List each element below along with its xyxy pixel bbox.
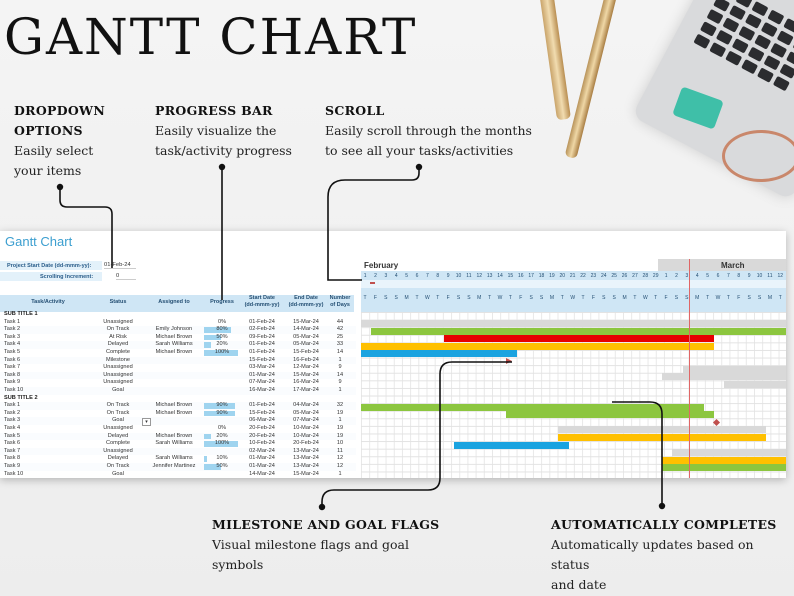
weekday-letter: S bbox=[539, 295, 544, 301]
days-cell: 12 bbox=[336, 455, 344, 462]
days-cell: 42 bbox=[336, 326, 344, 333]
task-cell: Task 6 bbox=[4, 356, 21, 363]
status-cell[interactable]: On Track bbox=[106, 326, 130, 333]
end-date-cell: 14-Mar-24 bbox=[293, 326, 319, 333]
col-header-task: Task/Activity bbox=[31, 299, 65, 305]
assigned-cell: Sarah Williams bbox=[155, 341, 193, 348]
days-cell: 14 bbox=[336, 349, 344, 355]
day-number: 19 bbox=[549, 272, 555, 279]
start-date-cell: 01-Mar-24 bbox=[249, 371, 275, 378]
caption-heading: DROPDOWN bbox=[14, 103, 106, 118]
status-cell[interactable]: Goal bbox=[112, 387, 124, 393]
weekday-letter: S bbox=[747, 295, 751, 301]
caption-text: to see all your tasks/activities bbox=[325, 143, 514, 158]
start-date-cell: 20-Feb-24 bbox=[249, 425, 275, 431]
start-date-cell: 01-Feb-24 bbox=[249, 341, 275, 348]
assigned-cell: Sarah Williams bbox=[155, 455, 193, 462]
col-header-end: End Date bbox=[294, 295, 318, 301]
day-number: 28 bbox=[642, 272, 649, 279]
assigned-cell: Emily Johnson bbox=[155, 326, 193, 333]
progress-cell: 90% bbox=[216, 402, 228, 409]
days-cell: 1 bbox=[338, 387, 342, 393]
weekday-letter: S bbox=[529, 295, 533, 301]
caption-text: Visual milestone flags and goal bbox=[212, 537, 409, 552]
col-header-days: Number bbox=[329, 295, 351, 301]
start-date-cell: 10-Feb-24 bbox=[249, 440, 275, 447]
days-cell: 14 bbox=[336, 371, 344, 378]
day-number: 6 bbox=[716, 272, 720, 279]
weekday-letter: M bbox=[695, 295, 700, 301]
status-cell[interactable]: At Risk bbox=[109, 333, 127, 340]
weekday-letter: T bbox=[778, 295, 782, 301]
col-header-start-format: (dd-mmm-yy) bbox=[244, 302, 280, 308]
status-cell[interactable]: Goal bbox=[112, 470, 124, 477]
day-number: 24 bbox=[601, 272, 607, 279]
weekday-letter: F bbox=[373, 295, 377, 301]
weekday-letter: T bbox=[488, 295, 492, 301]
start-date-cell: 01-Feb-24 bbox=[249, 318, 275, 325]
day-number: 3 bbox=[384, 272, 388, 279]
status-cell[interactable]: Unassigned bbox=[103, 447, 133, 454]
day-number: 9 bbox=[747, 272, 751, 279]
progress-cell: 90% bbox=[216, 409, 228, 416]
days-cell: 32 bbox=[336, 402, 344, 409]
day-number: 21 bbox=[569, 272, 576, 279]
day-number: 1 bbox=[363, 272, 367, 279]
weekday-letter: W bbox=[570, 295, 576, 301]
end-date-cell: 15-Mar-24 bbox=[293, 371, 319, 378]
end-date-cell: 04-Mar-24 bbox=[293, 402, 319, 409]
day-number: 27 bbox=[632, 272, 638, 279]
weekday-letter: F bbox=[519, 295, 523, 301]
caption-text: and date bbox=[551, 577, 607, 592]
weekday-letter: M bbox=[404, 295, 409, 301]
day-number: 20 bbox=[559, 272, 566, 279]
days-cell: 25 bbox=[336, 333, 344, 340]
days-cell: 44 bbox=[336, 318, 344, 325]
status-cell[interactable]: Unassigned bbox=[103, 364, 133, 371]
task-cell: Task 2 bbox=[4, 326, 21, 333]
status-cell[interactable]: Unassigned bbox=[103, 318, 133, 325]
weekday-letter: T bbox=[654, 295, 658, 301]
status-cell[interactable]: On Track bbox=[106, 463, 130, 469]
assigned-cell: Michael Brown bbox=[155, 409, 193, 416]
start-date-input[interactable]: 01-Feb-24 bbox=[104, 262, 136, 269]
task-cell: Task 10 bbox=[4, 387, 24, 393]
task-cell: Task 7 bbox=[4, 447, 21, 454]
status-cell[interactable]: Delayed bbox=[107, 341, 129, 348]
task-cell: Task 1 bbox=[4, 318, 21, 325]
start-date-cell: 14-Mar-24 bbox=[249, 470, 275, 477]
weekday-letter: M bbox=[549, 295, 554, 301]
days-cell: 1 bbox=[338, 470, 342, 477]
start-date-cell: 01-Feb-24 bbox=[249, 349, 275, 355]
task-cell: Task 5 bbox=[4, 349, 21, 355]
weekday-letter: S bbox=[674, 295, 679, 301]
month-march: March bbox=[721, 261, 745, 270]
weekday-letter: S bbox=[394, 295, 398, 301]
status-cell[interactable]: Delayed bbox=[107, 455, 129, 462]
status-cell[interactable]: Unassigned bbox=[103, 371, 133, 378]
weekday-letter: W bbox=[715, 295, 721, 301]
start-date-cell: 06-Mar-24 bbox=[249, 417, 275, 424]
month-february: February bbox=[364, 261, 399, 270]
weekday-letter: S bbox=[757, 295, 762, 301]
caption-text: Easily select bbox=[14, 143, 94, 158]
start-date-cell: 15-Feb-24 bbox=[249, 409, 275, 416]
task-cell: Task 1 bbox=[4, 402, 21, 409]
task-cell: Task 7 bbox=[4, 364, 21, 371]
progress-cell: 0% bbox=[217, 318, 227, 325]
day-number: 15 bbox=[507, 272, 514, 279]
assigned-cell: Jennifer Martinez bbox=[152, 463, 196, 469]
start-date-cell: 15-Feb-24 bbox=[249, 356, 275, 363]
days-cell: 19 bbox=[336, 432, 344, 439]
weekday-letter: T bbox=[436, 295, 440, 301]
weekday-letter: T bbox=[726, 295, 730, 301]
day-number: 12 bbox=[777, 272, 784, 279]
end-date-cell: 15-Mar-24 bbox=[293, 470, 319, 477]
assigned-cell: Michael Brown bbox=[155, 402, 193, 409]
start-date-cell: 01-Feb-24 bbox=[249, 402, 275, 409]
day-number: 14 bbox=[497, 272, 503, 279]
assigned-cell: Michael Brown bbox=[155, 333, 193, 340]
day-number: 2 bbox=[675, 272, 678, 279]
day-number: 26 bbox=[621, 272, 628, 279]
day-number: 25 bbox=[611, 272, 617, 279]
end-date-cell: 17-Mar-24 bbox=[293, 387, 319, 393]
day-number: 11 bbox=[767, 272, 773, 279]
weekday-letter: S bbox=[612, 295, 616, 301]
day-number: 10 bbox=[455, 272, 462, 279]
day-number: 22 bbox=[580, 272, 586, 279]
weekday-letter: T bbox=[560, 295, 564, 301]
day-number: 5 bbox=[706, 272, 709, 279]
status-cell[interactable]: Goal bbox=[112, 417, 124, 424]
weekday-letter: T bbox=[633, 295, 637, 301]
days-cell: 1 bbox=[338, 417, 342, 424]
weekday-letter: M bbox=[622, 295, 627, 301]
caption-text: Easily scroll through the months bbox=[325, 123, 532, 138]
end-date-cell: 05-Mar-24 bbox=[293, 341, 319, 348]
status-cell[interactable]: Unassigned bbox=[103, 425, 133, 431]
task-cell: Task 9 bbox=[4, 463, 21, 469]
end-date-cell: 05-Mar-24 bbox=[293, 409, 319, 416]
caption-text: Easily visualize the bbox=[155, 123, 277, 138]
task-cell: Task 3 bbox=[4, 333, 21, 340]
day-number: 7 bbox=[726, 272, 730, 279]
day-number: 12 bbox=[476, 272, 483, 279]
weekday-letter: M bbox=[477, 295, 482, 301]
start-date-cell: 16-Mar-24 bbox=[249, 387, 275, 393]
weekday-letter: M bbox=[767, 295, 772, 301]
day-number: 4 bbox=[695, 272, 699, 279]
caption-heading: PROGRESS BAR bbox=[155, 103, 273, 118]
progress-cell: 10% bbox=[216, 455, 228, 462]
task-cell: Task 3 bbox=[4, 417, 21, 424]
days-cell: 10 bbox=[336, 440, 344, 447]
progress-cell: 50% bbox=[216, 333, 228, 340]
caption-heading: SCROLL bbox=[325, 103, 385, 118]
assigned-cell: Michael Brown bbox=[155, 349, 193, 355]
task-cell: Task 6 bbox=[4, 440, 21, 447]
task-cell: Task 10 bbox=[4, 470, 24, 477]
end-date-cell: 15-Mar-24 bbox=[293, 318, 319, 325]
weekday-letter: T bbox=[508, 295, 512, 301]
task-cell: Task 9 bbox=[4, 379, 21, 386]
task-cell: Task 8 bbox=[4, 371, 21, 378]
days-cell: 19 bbox=[336, 409, 344, 416]
scroll-increment-label: Scrolling Increment: bbox=[40, 274, 94, 280]
weekday-letter: F bbox=[737, 295, 741, 301]
scroll-increment-input[interactable]: 0 bbox=[116, 273, 136, 280]
progress-cell: 100% bbox=[214, 440, 230, 447]
caption-text: symbols bbox=[212, 557, 264, 572]
weekday-letter: F bbox=[591, 295, 595, 301]
col-header-end-format: (dd-mmm-yy) bbox=[288, 302, 324, 308]
caption-heading: OPTIONS bbox=[14, 123, 83, 138]
day-number: 8 bbox=[737, 272, 741, 279]
weekday-letter: W bbox=[497, 295, 503, 301]
days-cell: 9 bbox=[338, 364, 342, 371]
status-cell[interactable]: Milestone bbox=[106, 356, 130, 363]
end-date-cell: 10-Mar-24 bbox=[293, 432, 319, 439]
days-cell: 9 bbox=[338, 379, 342, 386]
start-date-cell: 07-Mar-24 bbox=[249, 379, 275, 386]
subtitle-cell: SUB TITLE 2 bbox=[4, 394, 38, 401]
days-cell: 12 bbox=[336, 463, 344, 469]
caption-text: task/activity progress bbox=[155, 143, 292, 158]
weekday-letter: F bbox=[446, 295, 450, 301]
day-number: 9 bbox=[446, 272, 450, 279]
col-header-assigned: Assigned to bbox=[158, 299, 190, 305]
progress-cell: 0% bbox=[217, 425, 227, 431]
end-date-cell: 13-Mar-24 bbox=[293, 455, 319, 462]
day-number: 16 bbox=[517, 272, 524, 279]
status-cell[interactable]: On Track bbox=[106, 402, 130, 409]
days-cell: 33 bbox=[336, 341, 344, 348]
weekday-letter: T bbox=[363, 295, 367, 301]
days-cell: 11 bbox=[337, 447, 343, 454]
end-date-cell: 15-Feb-24 bbox=[293, 349, 319, 355]
dropdown-arrow-icon[interactable]: ▾ bbox=[142, 418, 151, 426]
end-date-cell: 20-Feb-24 bbox=[293, 440, 319, 447]
status-cell[interactable]: Delayed bbox=[107, 432, 129, 439]
weekday-letter: W bbox=[424, 295, 430, 301]
col-header-status: Status bbox=[109, 299, 127, 305]
weekday-letter: S bbox=[602, 295, 606, 301]
weekday-letter: T bbox=[415, 295, 419, 301]
end-date-cell: 07-Mar-24 bbox=[293, 417, 319, 424]
day-number: 7 bbox=[425, 272, 429, 279]
assigned-cell: Michael Brown bbox=[155, 432, 193, 439]
end-date-cell: 13-Mar-24 bbox=[293, 463, 319, 469]
day-number: 6 bbox=[415, 272, 419, 279]
status-cell[interactable]: Complete bbox=[106, 349, 130, 355]
end-date-cell: 05-Mar-24 bbox=[293, 333, 319, 340]
day-number: 18 bbox=[538, 272, 545, 279]
weekday-letter: T bbox=[581, 295, 585, 301]
start-date-cell: 03-Mar-24 bbox=[249, 364, 275, 371]
weekday-letter: S bbox=[456, 295, 461, 301]
task-cell: Task 4 bbox=[4, 425, 21, 431]
progress-cell: 80% bbox=[216, 326, 228, 333]
days-cell: 1 bbox=[338, 356, 342, 363]
weekday-letter: T bbox=[706, 295, 710, 301]
days-cell: 19 bbox=[336, 425, 344, 431]
end-date-cell: 10-Mar-24 bbox=[293, 425, 319, 431]
status-cell[interactable]: Unassigned bbox=[103, 379, 133, 386]
page-title: GANTT CHART bbox=[4, 8, 418, 66]
sheet-title: Gantt Chart bbox=[5, 234, 73, 249]
start-date-cell: 02-Mar-24 bbox=[249, 447, 275, 454]
day-number: 10 bbox=[756, 272, 763, 279]
day-number: 29 bbox=[652, 272, 659, 279]
day-number: 17 bbox=[528, 272, 534, 279]
caption-text: Automatically updates based on status bbox=[551, 537, 754, 572]
day-number: 4 bbox=[394, 272, 398, 279]
day-number: 23 bbox=[590, 272, 597, 279]
task-cell: Task 8 bbox=[4, 455, 21, 462]
subtitle-cell: SUB TITLE 1 bbox=[4, 311, 38, 317]
weekday-letter: S bbox=[685, 295, 689, 301]
task-cell: Task 4 bbox=[4, 341, 21, 348]
assigned-cell: Sarah Williams bbox=[155, 440, 193, 447]
day-number: 13 bbox=[486, 272, 493, 279]
status-cell[interactable]: On Track bbox=[106, 409, 130, 416]
start-date-cell: 01-Mar-24 bbox=[249, 463, 275, 469]
start-date-cell: 02-Feb-24 bbox=[249, 326, 275, 333]
col-header-start: Start Date bbox=[249, 295, 275, 301]
end-date-cell: 16-Mar-24 bbox=[293, 379, 319, 386]
status-cell[interactable]: Complete bbox=[106, 440, 130, 447]
caption-heading: AUTOMATICALLY COMPLETES bbox=[551, 517, 777, 532]
weekday-letter: S bbox=[384, 295, 388, 301]
progress-cell: 100% bbox=[214, 349, 230, 355]
day-number: 2 bbox=[374, 272, 377, 279]
progress-cell: 20% bbox=[216, 432, 228, 439]
weekday-letter: S bbox=[467, 295, 471, 301]
progress-cell: 50% bbox=[216, 463, 228, 469]
weekday-letter: W bbox=[642, 295, 648, 301]
end-date-cell: 13-Mar-24 bbox=[293, 447, 319, 454]
start-date-cell: 01-Mar-24 bbox=[249, 455, 275, 462]
weekday-letter: F bbox=[664, 295, 668, 301]
progress-cell: 20% bbox=[216, 341, 228, 348]
col-header-days-2: of Days bbox=[330, 302, 350, 308]
start-date-label: Project Start Date (dd-mmm-yy): bbox=[7, 263, 92, 269]
day-number: 3 bbox=[685, 272, 689, 279]
caption-heading: MILESTONE AND GOAL FLAGS bbox=[212, 517, 440, 532]
day-number: 1 bbox=[664, 272, 668, 279]
col-header-progress: Progress bbox=[210, 299, 234, 305]
task-cell: Task 2 bbox=[4, 409, 21, 416]
day-number: 5 bbox=[405, 272, 408, 279]
start-date-cell: 20-Feb-24 bbox=[249, 432, 275, 439]
end-date-cell: 12-Mar-24 bbox=[293, 364, 319, 371]
caption-text: your items bbox=[14, 163, 82, 178]
end-date-cell: 16-Feb-24 bbox=[293, 356, 319, 363]
day-number: 11 bbox=[466, 272, 472, 279]
start-date-cell: 09-Feb-24 bbox=[249, 333, 275, 340]
day-number: 8 bbox=[436, 272, 440, 279]
task-cell: Task 5 bbox=[4, 432, 21, 439]
